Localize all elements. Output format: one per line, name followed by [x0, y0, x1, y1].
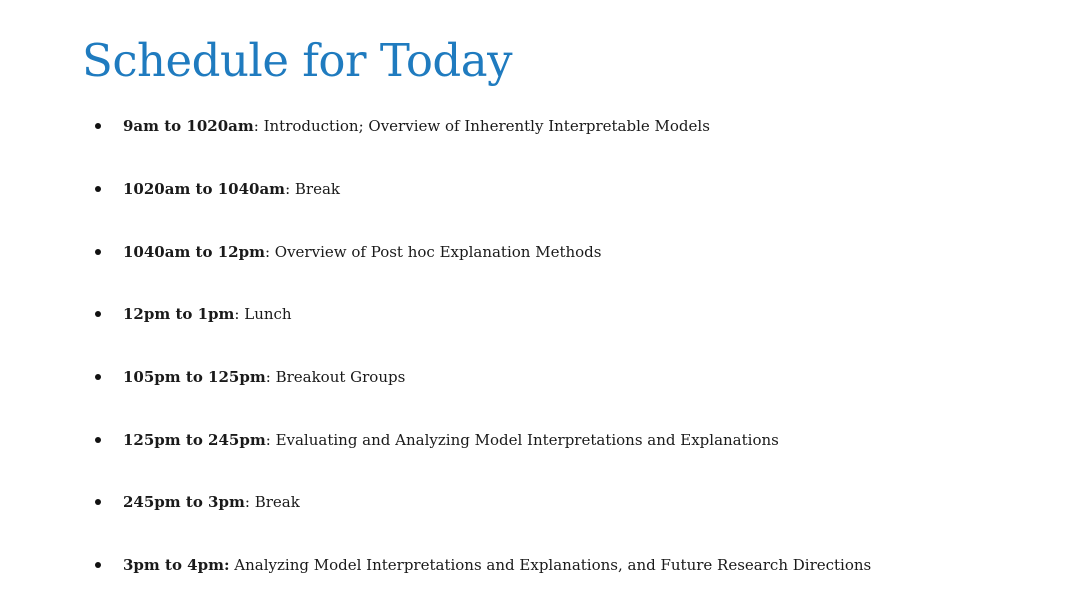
- schedule-item-text: [123, 117, 710, 135]
- schedule-separator: :: [234, 305, 245, 323]
- schedule-separator: :: [285, 180, 295, 198]
- schedule-item: [92, 302, 292, 326]
- schedule-item: [92, 490, 300, 514]
- bullet-icon: [95, 437, 101, 443]
- schedule-item-text: [123, 305, 292, 323]
- schedule-description: Breakout Groups: [275, 368, 406, 386]
- schedule-separator: :: [253, 117, 264, 135]
- bullet-icon: [95, 374, 101, 380]
- schedule-separator: :: [265, 368, 276, 386]
- schedule-item-text: [123, 556, 871, 574]
- schedule-item-text: [123, 180, 340, 198]
- schedule-separator: :: [265, 431, 276, 449]
- schedule-item-text: [123, 493, 300, 511]
- schedule-description: Analyzing Model Interpretations and Explanations, and Future Research Directions: [234, 556, 872, 574]
- bullet-icon: [95, 186, 101, 192]
- schedule-item: [92, 553, 871, 577]
- schedule-item: [92, 428, 779, 452]
- schedule-description: Introduction; Overview of Inherently Interpretable Models: [263, 117, 710, 135]
- schedule-item-text: [123, 243, 601, 261]
- schedule-time: 125pm to 245pm: [123, 431, 266, 449]
- schedule-time: 105pm to 125pm: [123, 368, 266, 386]
- schedule-description: Lunch: [244, 305, 292, 323]
- schedule-time: 1020am to 1040am: [123, 180, 286, 198]
- schedule-item-text: [123, 431, 779, 449]
- bullet-icon: [95, 562, 101, 568]
- schedule-time: 9am to 1020am: [123, 117, 254, 135]
- schedule-time: 245pm to 3pm: [123, 493, 245, 511]
- schedule-description: Break: [294, 180, 340, 198]
- schedule-separator: :: [264, 243, 275, 261]
- schedule-time: 12pm to 1pm: [123, 305, 235, 323]
- schedule-separator: :: [244, 493, 255, 511]
- schedule-description: Evaluating and Analyzing Model Interpretations and Explanations: [275, 431, 779, 449]
- schedule-description: Break: [254, 493, 300, 511]
- schedule-item: [92, 177, 340, 201]
- page-title: Schedule for Today: [82, 34, 512, 87]
- bullet-icon: [95, 249, 101, 255]
- schedule-description: Overview of Post hoc Explanation Methods: [274, 243, 602, 261]
- bullet-icon: [95, 123, 101, 129]
- bullet-icon: [95, 311, 101, 317]
- schedule-item-text: [123, 368, 405, 386]
- schedule-time: 1040am to 12pm: [123, 243, 265, 261]
- schedule-time: 3pm to 4pm:: [123, 556, 230, 574]
- schedule-item: [92, 114, 710, 138]
- schedule-item: [92, 240, 601, 264]
- bullet-icon: [95, 499, 101, 505]
- schedule-item: [92, 365, 405, 389]
